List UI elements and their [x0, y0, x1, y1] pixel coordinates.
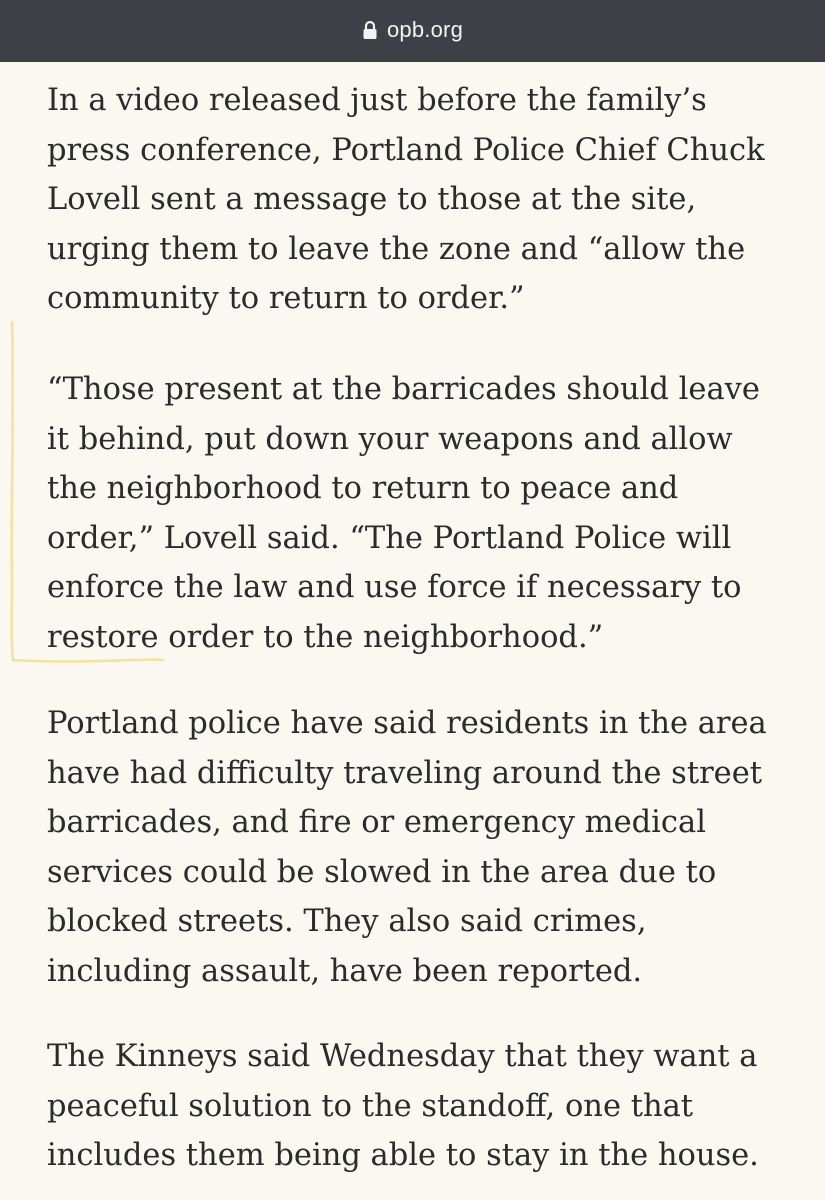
paragraph-1 — [47, 76, 817, 324]
browser-address-bar[interactable] — [0, 0, 825, 62]
text-line: the neighborhood to return to peace and — [47, 471, 679, 506]
text-line: restore order to the neighborhood.” — [47, 619, 604, 655]
text-line: press conference, Portland Police Chief Chuck — [47, 132, 765, 168]
lock-icon — [362, 20, 378, 40]
text-line: “Those present at the barricades should leave — [47, 372, 760, 407]
paragraph-3 — [47, 699, 817, 996]
text-line: Lovell sent a message to those at the site, — [47, 182, 697, 217]
text-line: services could be slowed in the area due to — [47, 854, 717, 890]
url-display[interactable] — [362, 17, 463, 43]
text-line: barricades, and fire or emergency medical — [47, 805, 706, 840]
text-line: The Kinneys said Wednesday that they want a — [47, 1039, 758, 1074]
text-line: peaceful solution to the standoff, one that — [47, 1088, 694, 1124]
text-line: order,” Lovell said. “The Portland Police will — [47, 520, 732, 556]
paragraph-2-quote — [47, 365, 817, 662]
text-line: it behind, put down your weapons and allow — [47, 421, 733, 457]
text-line: In a video released just before the family’s — [47, 83, 707, 118]
text-line: blocked streets. They also said crimes, — [47, 904, 647, 939]
text-line: urging them to leave the zone and “allow the — [47, 231, 746, 267]
text-line: includes them being able to stay in the house. — [47, 1138, 759, 1173]
text-line: including assault, have been reported. — [47, 953, 643, 989]
text-line: Portland police have said residents in the area — [47, 706, 767, 741]
text-line: enforce the law and use force if necessary to — [47, 570, 742, 605]
text-line: have had difficulty traveling around the street — [47, 755, 763, 791]
text-line: community to return to order.” — [47, 281, 525, 316]
paragraph-4 — [47, 1032, 817, 1181]
url-text: opb.org — [386, 17, 463, 42]
